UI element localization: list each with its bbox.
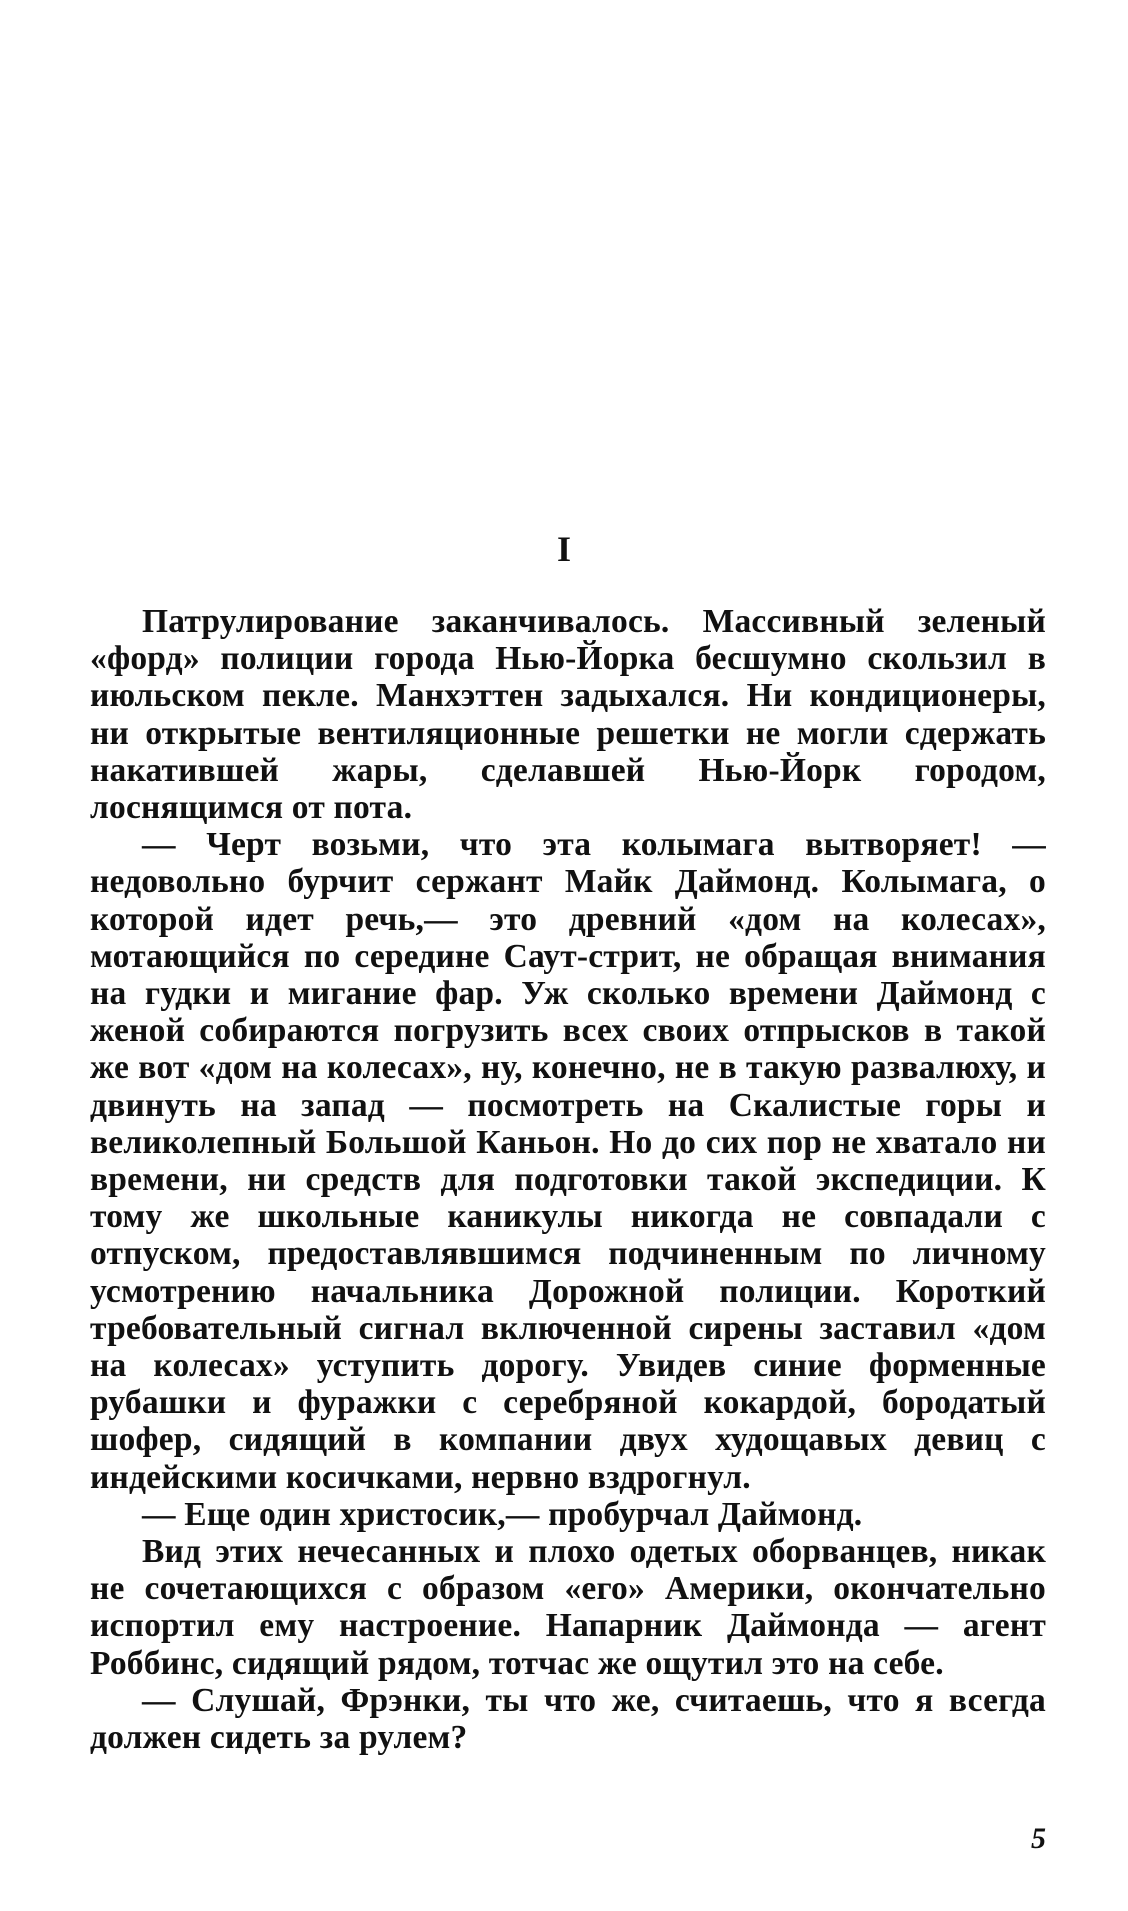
paragraph-5: — Слушай, Фрэнки, ты что же, считаешь, что я всегда должен сидеть за рулем? <box>90 1681 1046 1757</box>
page-number: 5 <box>1031 1822 1046 1855</box>
paragraph-3: — Еще один христосик,— пробурчал Даймонд. <box>142 1495 863 1533</box>
paragraph-1: Патрулирование заканчивалось. Массивный зеленый «форд» полиции города Нью-Йорка бесшумно скользил в июльском пекле. Манхэттен задыхался. Ни кондиционеры, ни открытые вентиляционные решетки не могли сдержать накатившей жары, сделавшей Нью-Йорк городом, лоснящимся от пота. <box>90 603 1046 827</box>
paragraph-4: Вид этих нечесанных и плохо одетых оборванцев, никак не сочетающихся с образом «его» Америки, окончательно испортил ему настроение. Напарник Даймонда — агент Роббинс, сидящий рядом, тотчас же ощутил это на себе. <box>90 1533 1046 1682</box>
chapter-number: I <box>556 529 571 569</box>
paragraph-2: — Черт возьми, что эта колымага вытворяет! — недовольно бурчит сержант Майк Даймонд. Колымага, о которой идет речь,— это древний «дом на колесах», мотающийся по середине Саут-стрит, не обращая внимания на гудки и мигание фар. Уж сколько времени Даймонд с женой собираются погрузить всех своих отпрысков в такой же вот «дом на колесах», ну, конечно, не в такую развалюху, и двинуть на запад — посмотреть на Скалистые горы и великолепный Большой Каньон. Но до сих пор не хватало ни времени, ни средств для подготовки такой экспедиции. К тому же школьные каникулы никогда не совпадали с отпуском, предоставлявшимся подчиненным по личному усмотрению начальника Дорожной полиции. Короткий требовательный сигнал включенной сирены заставил «дом на колесах» уступить дорогу. Увидев синие форменные рубашки и фуражки с серебряной кокардой, бородатый шофер, сидящий в компании двух худощавых девиц с индейскими косичками, нервно вздрогнул. <box>90 826 1046 1496</box>
body-text <box>90 603 1046 1756</box>
